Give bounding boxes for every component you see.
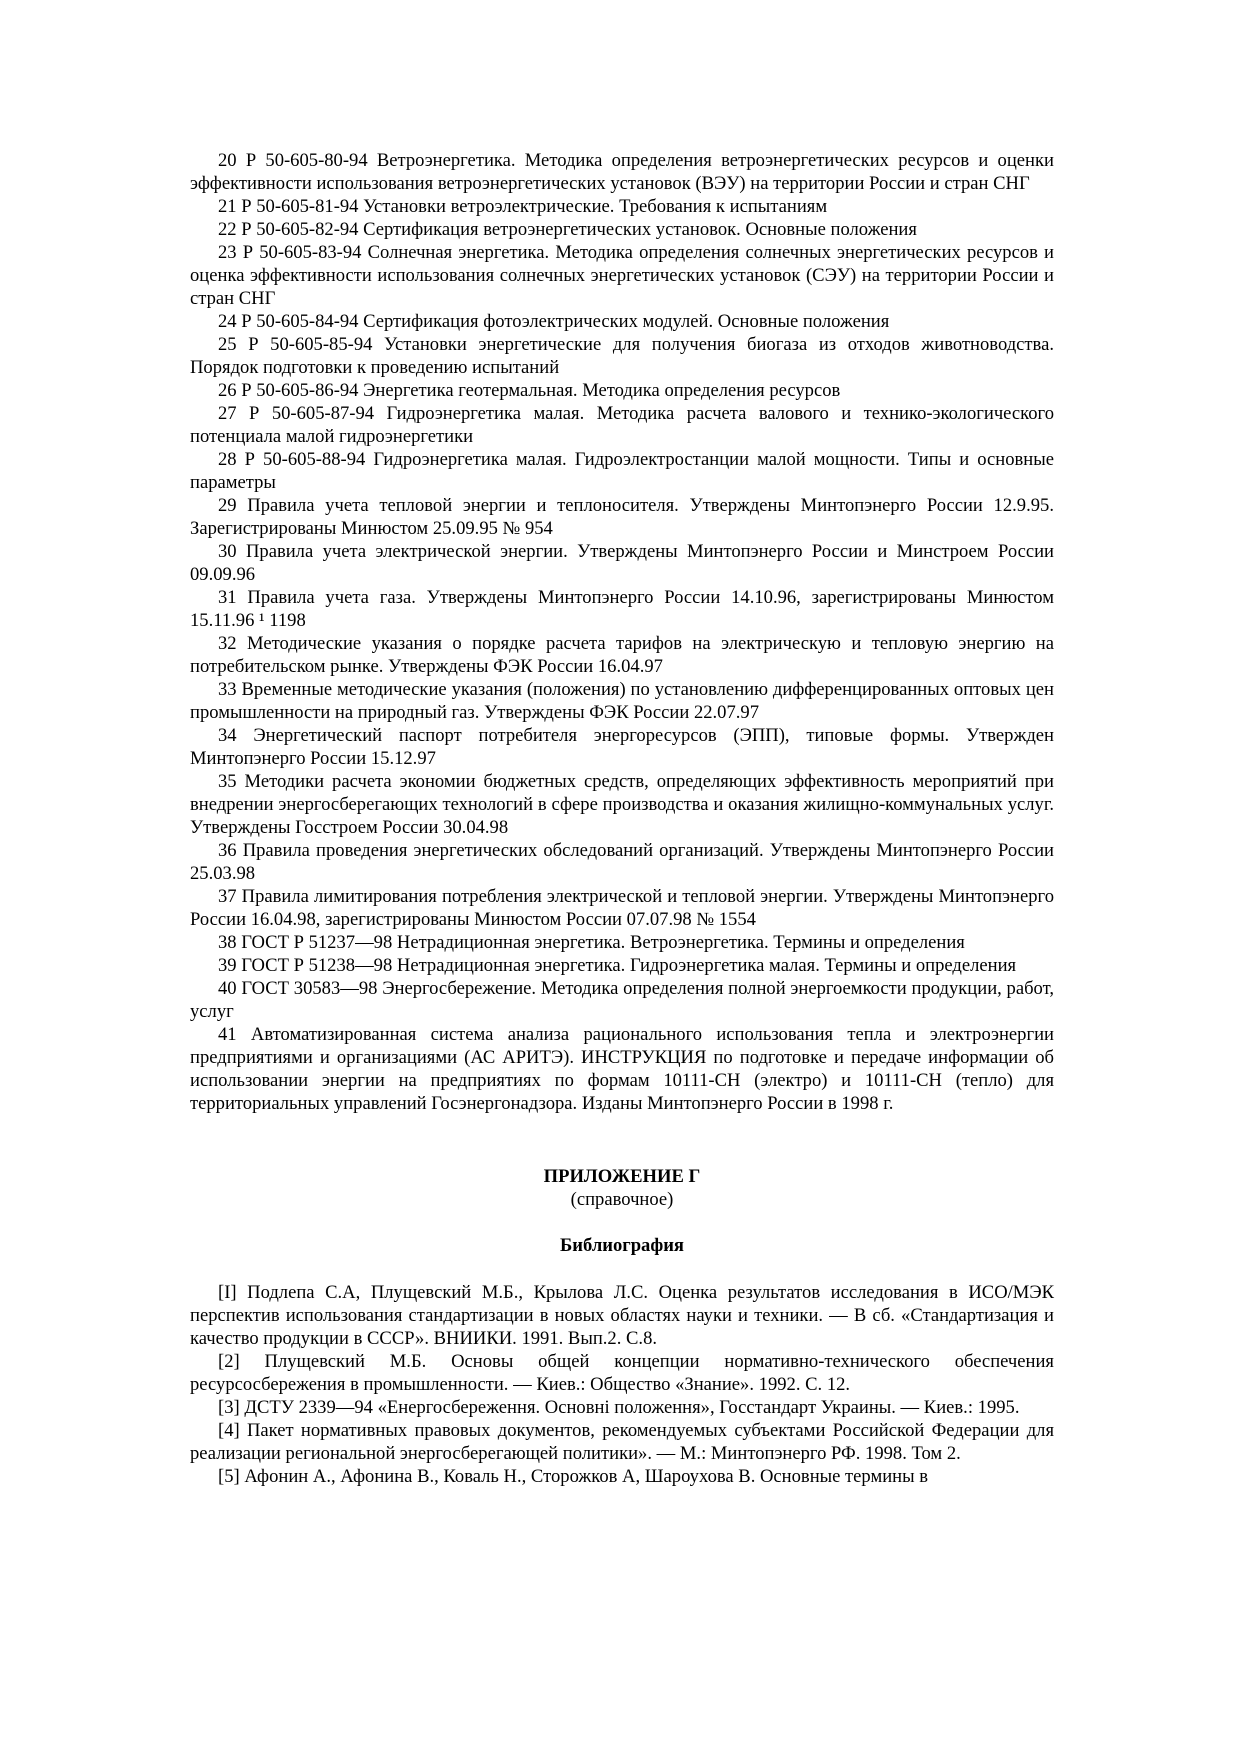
reference-item: 31 Правила учета газа. Утверждены Минтопэнерго России 14.10.96, зарегистрированы Минюстом 15.11.96 ¹ 1198 (190, 587, 1054, 631)
bibliography-item: [2] Плущевский М.Б. Основы общей концепции нормативно-технического обеспечения ресурсосбережения в промышленности. — Киев.: Общество «Знание». 1992. С. 12. (190, 1351, 1054, 1395)
reference-item: 24 Р 50-605-84-94 Сертификация фотоэлектрических модулей. Основные положения (218, 311, 890, 332)
reference-item: 26 Р 50-605-86-94 Энергетика геотермальная. Методика определения ресурсов (218, 380, 841, 401)
bibliography-item: [5] Афонин А., Афонина В., Коваль Н., Сторожков А, Шароухова В. Основные термины в (218, 1466, 929, 1487)
reference-list (190, 149, 1054, 1115)
bibliography-title: Библиография (559, 1235, 684, 1256)
reference-item: 35 Методики расчета экономии бюджетных средств, определяющих эффективность мероприятий при внедрении энергосберегающих технологий в сфере производства и оказания жилищно-коммунальных услуг. Утверждены Госстроем России 30.04.98 (190, 771, 1054, 838)
reference-item: 25 Р 50-605-85-94 Установки энергетические для получения биогаза из отходов животноводства. Порядок подготовки к проведению испытаний (190, 334, 1054, 378)
reference-item: 32 Методические указания о порядке расчета тарифов на электрическую и тепловую энергию на потребительском рынке. Утверждены ФЭК России 16.04.97 (190, 633, 1054, 677)
bibliography-item: [4] Пакет нормативных правовых документов, рекомендуемых субъектами Российской Федерации для реализации региональной энергосберегающей политики». — М.: Минтопэнерго РФ. 1998. Том 2. (190, 1420, 1054, 1464)
reference-item: 22 Р 50-605-82-94 Сертификация ветроэнергетических установок. Основные положения (218, 219, 917, 240)
reference-item: 28 Р 50-605-88-94 Гидроэнергетика малая. Гидроэлектростанции малой мощности. Типы и основные параметры (190, 449, 1054, 493)
appendix-header (190, 1165, 1054, 1211)
reference-item: 29 Правила учета тепловой энергии и теплоносителя. Утверждены Минтопэнерго России 12.9.95. Зарегистрированы Минюстом 25.09.95 № 954 (190, 495, 1054, 539)
bibliography-item: [3] ДСТУ 2339—94 «Енергосбереження. Основні положення», Госстандарт Украины. — Киев.: 1995. (218, 1397, 1020, 1418)
appendix-subtitle: (справочное) (570, 1189, 674, 1210)
reference-item: 36 Правила проведения энергетических обследований организаций. Утверждены Минтопэнерго России 25.03.98 (190, 840, 1054, 884)
reference-item: 37 Правила лимитирования потребления электрической и тепловой энергии. Утверждены Минтопэнерго России 16.04.98, зарегистрированы Минюстом России 07.07.98 № 1554 (190, 886, 1054, 930)
reference-item: 34 Энергетический паспорт потребителя энергоресурсов (ЭПП), типовые формы. Утвержден Минтопэнерго России 15.12.97 (190, 725, 1054, 769)
bibliography-list (190, 1281, 1054, 1488)
document-page (190, 149, 1054, 1488)
reference-item: 27 Р 50-605-87-94 Гидроэнергетика малая. Методика расчета валового и технико-экологического потенциала малой гидроэнергетики (190, 403, 1054, 447)
reference-item: 39 ГОСТ Р 51238—98 Нетрадиционная энергетика. Гидроэнергетика малая. Термины и определения (218, 955, 1017, 976)
reference-item: 30 Правила учета электрической энергии. Утверждены Минтопэнерго России и Минстроем России 09.09.96 (190, 541, 1054, 585)
reference-item: 20 Р 50-605-80-94 Ветроэнергетика. Методика определения ветроэнергетических ресурсов и оценки эффективности использования ветроэнергетических установок (ВЭУ) на территории России и стран СНГ (190, 150, 1054, 194)
reference-item: 21 Р 50-605-81-94 Установки ветроэлектрические. Требования к испытаниям (218, 196, 828, 217)
reference-item: 23 Р 50-605-83-94 Солнечная энергетика. Методика определения солнечных энергетических ресурсов и оценка эффективности использования солнечных энергетических установок (СЭУ) на территории России и стран СНГ (190, 242, 1054, 309)
reference-item: 38 ГОСТ Р 51237—98 Нетрадиционная энергетика. Ветроэнергетика. Термины и определения (218, 932, 965, 953)
bibliography-item: [I] Подлепа С.А, Плущевский М.Б., Крылова Л.С. Оценка результатов исследования в ИСО/МЭК перспектив использования стандартизации в новых областях науки и техники. — В сб. «Стандартизация и качество продукции в СССР». ВНИИКИ. 1991. Вып.2. С.8. (190, 1282, 1054, 1349)
reference-item: 40 ГОСТ 30583—98 Энергосбережение. Методика определения полной энергоемкости продукции, работ, услуг (190, 978, 1054, 1022)
reference-item: 41 Автоматизированная система анализа рационального использования тепла и электроэнергии предприятиями и организациями (АС АРИТЭ). ИНСТРУКЦИЯ по подготовке и передаче информации об использовании энергии на предприятиях по формам 10111-СН (электро) и 10111-СН (тепло) для территориальных управлений Госэнергонадзора. Изданы Минтопэнерго России в 1998 г. (190, 1024, 1054, 1114)
reference-item: 33 Временные методические указания (положения) по установлению дифференцированных оптовых цен промышленности на природный газ. Утверждены ФЭК России 22.07.97 (190, 679, 1054, 723)
appendix-title: ПРИЛОЖЕНИЕ Г (543, 1166, 701, 1187)
